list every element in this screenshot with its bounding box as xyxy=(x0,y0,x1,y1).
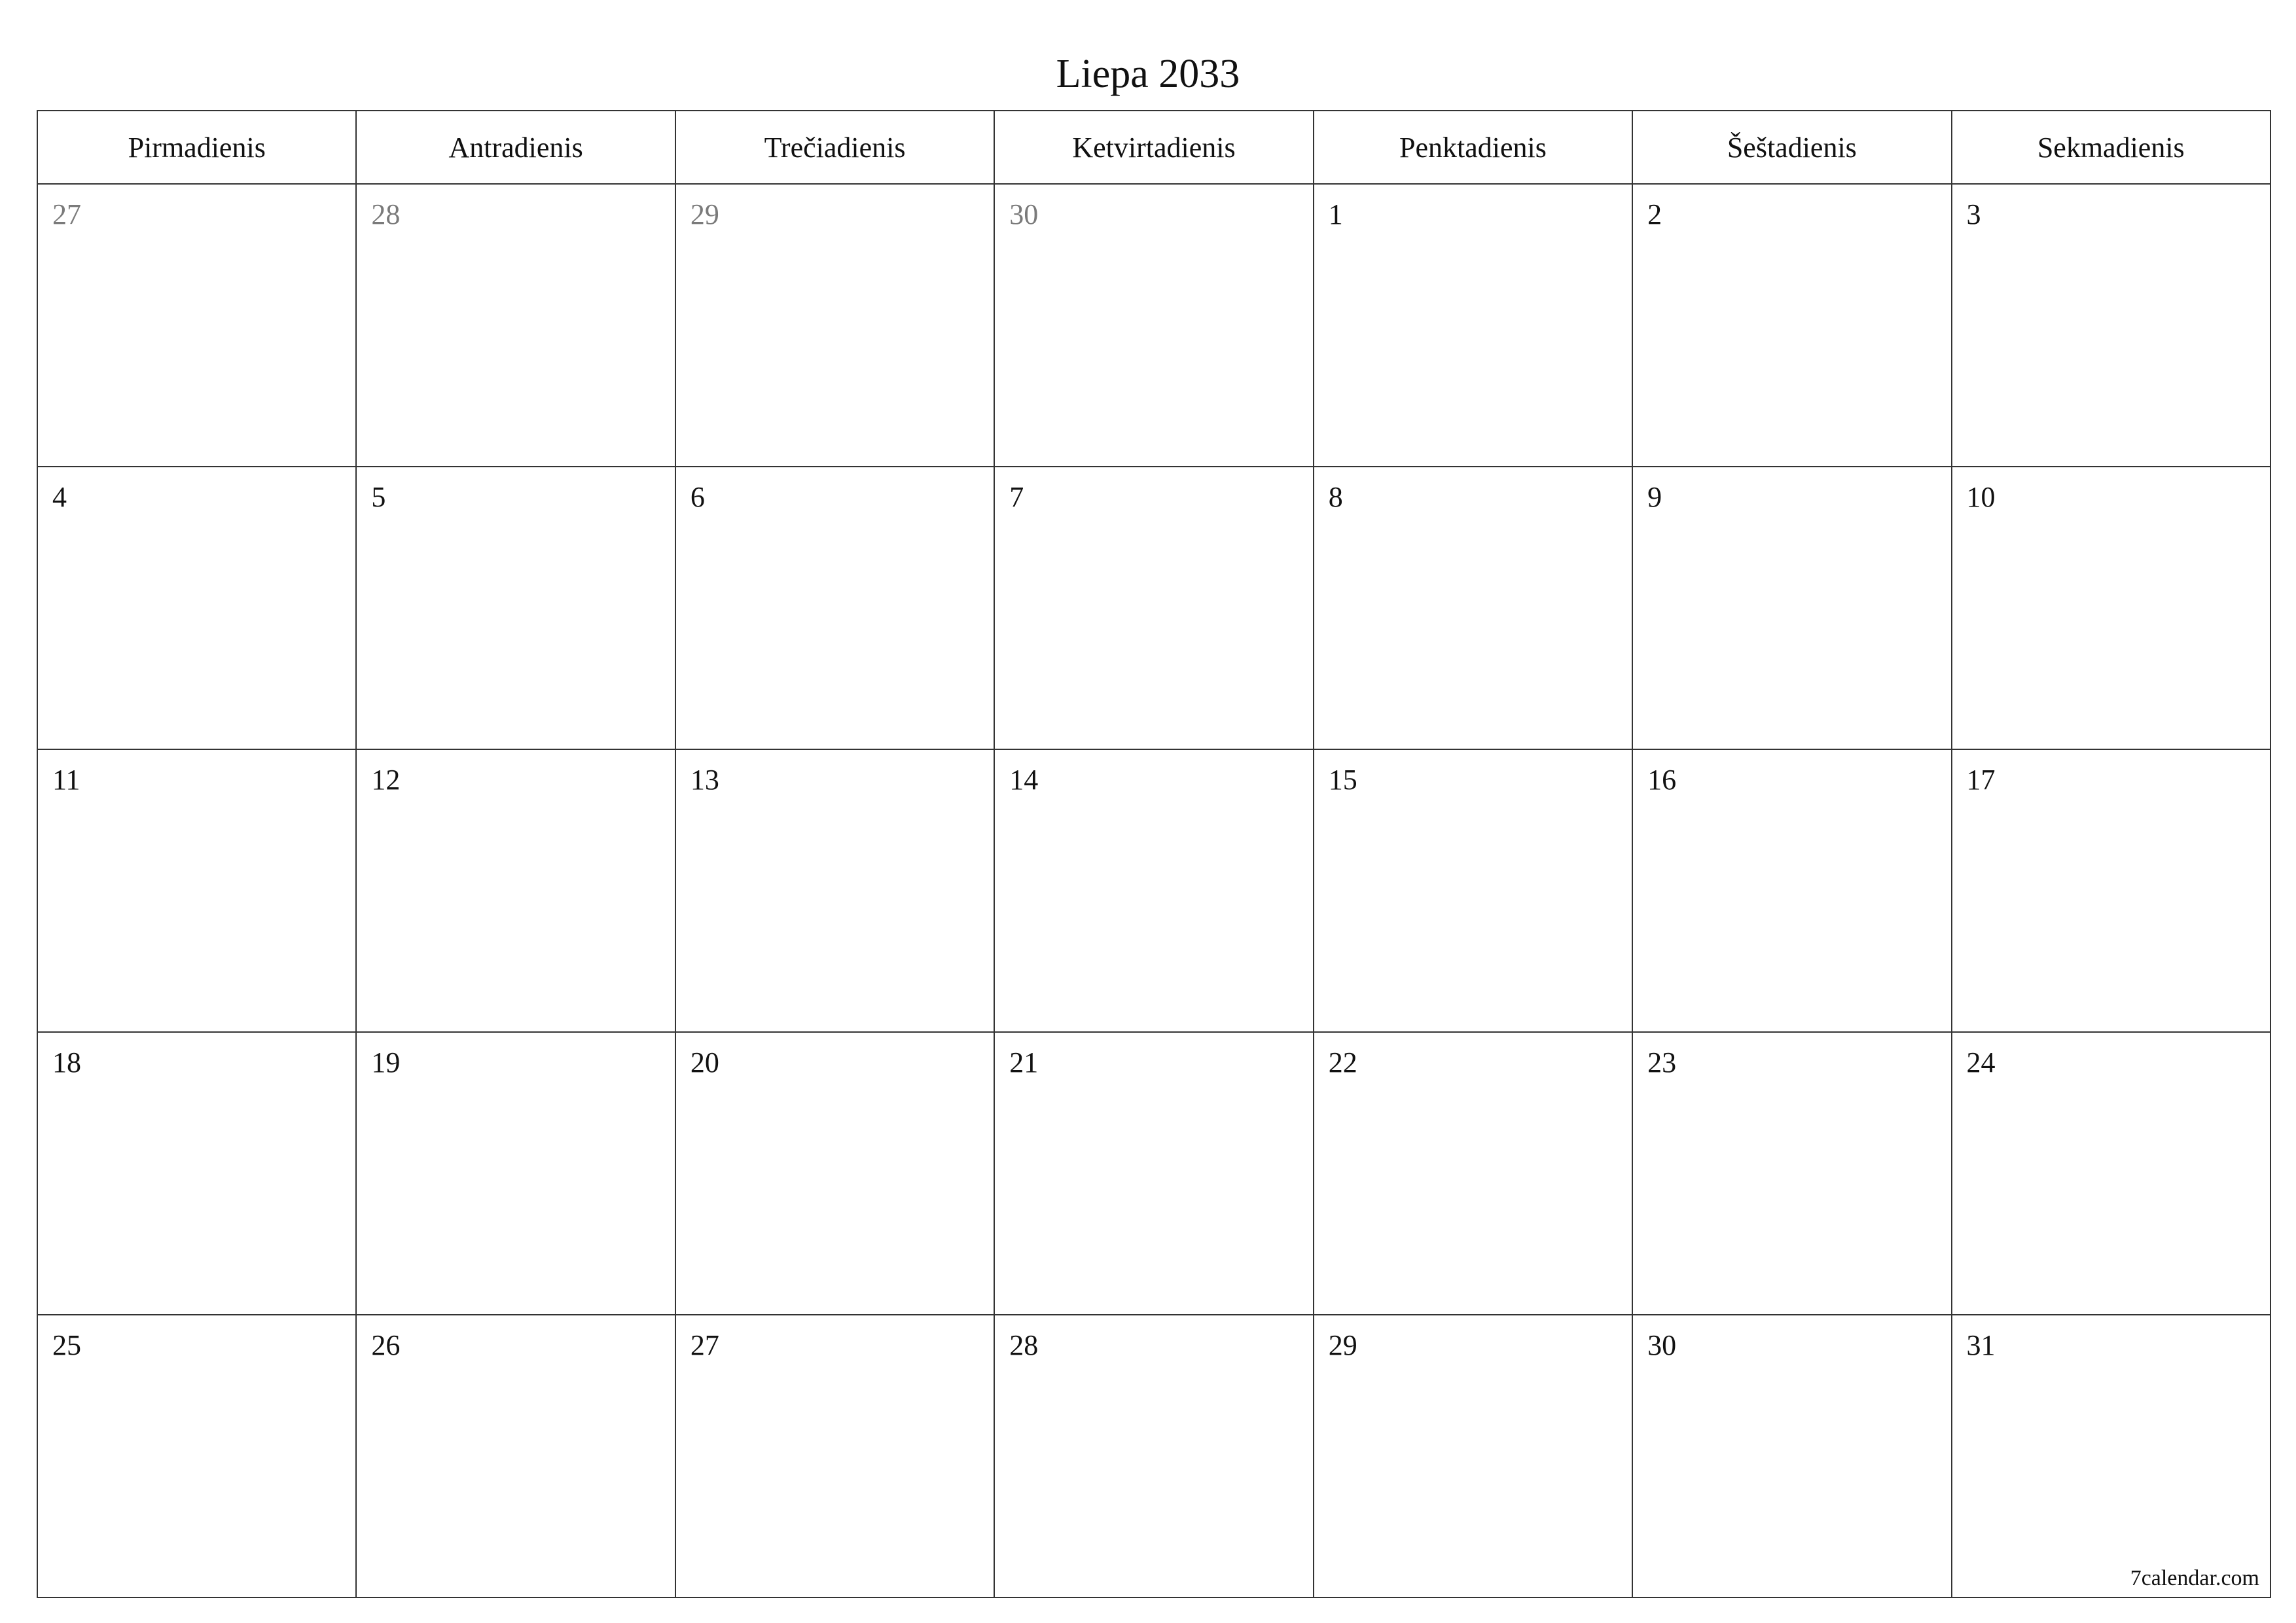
day-cell xyxy=(1952,749,2270,1032)
week-row xyxy=(37,749,2270,1032)
day-cell xyxy=(994,1032,1313,1315)
day-cell xyxy=(675,184,994,467)
week-row xyxy=(37,1032,2270,1315)
day-cell xyxy=(1314,749,1632,1032)
day-cell xyxy=(675,749,994,1032)
day-cell xyxy=(994,467,1313,749)
day-number: 17 xyxy=(1966,764,1996,796)
day-number: 26 xyxy=(371,1329,401,1361)
page-title: Liepa 2033 xyxy=(1056,52,1240,96)
day-number: 5 xyxy=(371,481,386,513)
day-number: 21 xyxy=(1009,1046,1039,1079)
day-cell xyxy=(1632,467,1951,749)
weekday-header-tuesday: Antradienis xyxy=(356,111,675,184)
day-number: 20 xyxy=(690,1046,719,1079)
day-cell xyxy=(1632,749,1951,1032)
day-cell xyxy=(675,467,994,749)
day-cell xyxy=(356,1315,675,1597)
day-cell xyxy=(1632,1032,1951,1315)
day-number: 14 xyxy=(1009,764,1039,796)
day-number: 22 xyxy=(1328,1046,1357,1079)
day-cell xyxy=(1632,184,1951,467)
day-cell xyxy=(37,1315,356,1597)
weekday-header-row xyxy=(37,111,2270,184)
day-number: 1 xyxy=(1328,198,1343,230)
day-number: 31 xyxy=(1966,1329,1996,1361)
day-number: 16 xyxy=(1647,764,1677,796)
week-row xyxy=(37,467,2270,749)
day-number: 25 xyxy=(52,1329,81,1361)
day-number: 13 xyxy=(690,764,719,796)
day-number: 19 xyxy=(371,1046,401,1079)
day-number: 8 xyxy=(1328,481,1343,513)
day-cell xyxy=(675,1315,994,1597)
day-number: 12 xyxy=(371,764,401,796)
weekday-header-saturday: Šeštadienis xyxy=(1632,111,1951,184)
day-number: 7 xyxy=(1009,481,1024,513)
day-number: 18 xyxy=(52,1046,81,1079)
weekday-header-sunday: Sekmadienis xyxy=(1952,111,2270,184)
day-cell xyxy=(1314,1032,1632,1315)
day-number: 3 xyxy=(1966,198,1981,230)
weekday-header-wednesday: Trečiadienis xyxy=(675,111,994,184)
day-number: 15 xyxy=(1328,764,1357,796)
day-number: 10 xyxy=(1966,481,1996,513)
day-cell xyxy=(1952,467,2270,749)
weekday-header-friday: Penktadienis xyxy=(1314,111,1632,184)
day-number: 30 xyxy=(1009,198,1039,230)
day-number: 23 xyxy=(1647,1046,1677,1079)
day-number: 28 xyxy=(371,198,401,230)
day-cell xyxy=(994,749,1313,1032)
day-number: 27 xyxy=(690,1329,719,1361)
day-number: 28 xyxy=(1009,1329,1039,1361)
day-number: 30 xyxy=(1647,1329,1677,1361)
weekday-header-thursday: Ketvirtadienis xyxy=(994,111,1313,184)
day-cell xyxy=(994,1315,1313,1597)
day-cell xyxy=(356,467,675,749)
day-cell xyxy=(1952,1315,2270,1597)
day-number: 4 xyxy=(52,481,67,513)
day-number: 2 xyxy=(1647,198,1662,230)
day-number: 29 xyxy=(1328,1329,1357,1361)
week-row xyxy=(37,184,2270,467)
weekday-header-monday: Pirmadienis xyxy=(37,111,356,184)
day-cell xyxy=(1314,467,1632,749)
day-cell xyxy=(1314,184,1632,467)
day-cell xyxy=(37,1032,356,1315)
day-number: 24 xyxy=(1966,1046,1996,1079)
day-cell xyxy=(1952,1032,2270,1315)
day-cell xyxy=(37,467,356,749)
day-number: 6 xyxy=(690,481,705,513)
day-cell xyxy=(994,184,1313,467)
day-cell xyxy=(356,184,675,467)
month-calendar-grid xyxy=(37,110,2271,1598)
day-number: 9 xyxy=(1647,481,1662,513)
day-cell xyxy=(1952,184,2270,467)
day-cell xyxy=(37,749,356,1032)
day-number: 27 xyxy=(52,198,81,230)
day-number: 29 xyxy=(690,198,719,230)
day-cell xyxy=(37,184,356,467)
site-watermark: 7calendar.com xyxy=(2130,1566,2259,1590)
day-number: 11 xyxy=(52,764,81,796)
day-cell xyxy=(675,1032,994,1315)
week-row xyxy=(37,1315,2270,1597)
day-cell xyxy=(356,1032,675,1315)
day-cell xyxy=(1632,1315,1951,1597)
day-cell xyxy=(1314,1315,1632,1597)
day-cell xyxy=(356,749,675,1032)
